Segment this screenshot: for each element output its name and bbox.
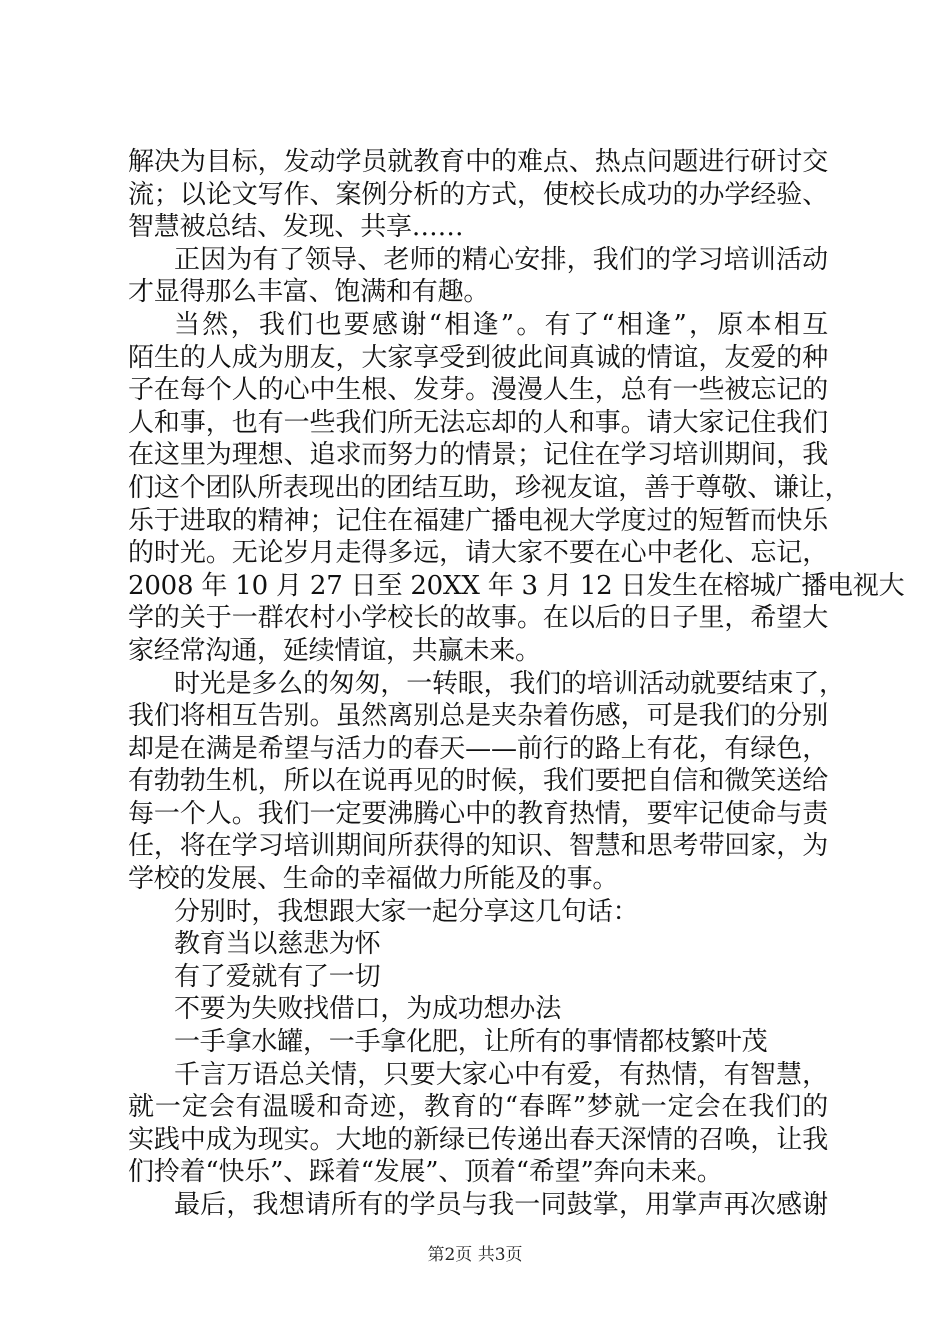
text-line: 智慧被总结、发现、共享……: [128, 212, 464, 243]
document-body: [128, 146, 905, 1222]
text-line: 千言万语总关情，只要大家心中有爱，有热情，有智慧，: [174, 1059, 828, 1090]
text-line: 实践中成为现实。大地的新绿已传递出春天深情的召唤，让我: [128, 1124, 828, 1155]
text-line: 最后，我想请所有的学员与我一同鼓掌，用掌声再次感谢: [174, 1190, 828, 1220]
text-line: 流；以论文写作、案例分析的方式，使校长成功的办学经验、: [128, 179, 828, 210]
text-line: 一手拿水罐，一手拿化肥，让所有的事情都枝繁叶茂: [174, 1027, 768, 1058]
text-line: 解决为目标，发动学员就教育中的难点、热点问题进行研讨交: [128, 147, 828, 177]
text-line: 就一定会有温暖和奇迹，教育的“春晖”梦就一定会在我们的: [128, 1092, 828, 1123]
text-line: 每一个人。我们一定要沸腾心中的教育热情，要牢记使命与责: [128, 798, 828, 829]
text-line: 学校的发展、生命的幸福做力所能及的事。: [128, 864, 619, 895]
text-line: 正因为有了领导、老师的精心安排，我们的学习培训活动: [174, 244, 828, 275]
page-footer: [0, 1240, 950, 1265]
text-line: 们拎着“快乐”、踩着“发展”、顶着“希望”奔向未来。: [128, 1157, 723, 1188]
text-line: 乐于进取的精神；记住在福建广播电视大学度过的短暂而快乐: [128, 505, 828, 536]
text-line: 分别时，我想跟大家一起分享这几句话：: [174, 896, 639, 927]
text-line: 的时光。无论岁月走得多远，请大家不要在心中老化、忘记，: [128, 538, 828, 569]
text-line: 教育当以慈悲为怀: [174, 929, 381, 960]
text-line: 却是在满是希望与活力的春天——前行的路上有花，有绿色，: [128, 733, 828, 764]
text-line: 不要为失败找借口，为成功想办法: [174, 994, 562, 1025]
text-line: 才显得那么丰富、饱满和有趣。: [128, 277, 490, 308]
text-line: 人和事，也有一些我们所无法忘却的人和事。请大家记住我们: [128, 407, 828, 438]
text-line: 任，将在学习培训期间所获得的知识、智慧和思考带回家，为: [128, 831, 828, 862]
page-number-label: 第2页 共3页: [427, 1245, 523, 1265]
text-line: 有了爱就有了一切: [174, 961, 381, 992]
text-line: 陌生的人成为朋友，大家享受到彼此间真诚的情谊，友爱的种: [128, 342, 828, 373]
text-line: 们这个团队所表现出的团结互助，珍视友谊，善于尊敬、谦让，: [128, 472, 851, 503]
text-line: 家经常沟通，延续情谊，共赢未来。: [128, 635, 541, 666]
text-line: 我们将相互告别。虽然离别总是夹杂着伤感，可是我们的分别: [128, 701, 828, 732]
text-line: 有勃勃生机，所以在说再见的时候，我们要把自信和微笑送给: [128, 766, 828, 797]
text-line: 时光是多么的匆匆，一转眼，我们的培训活动就要结束了，: [174, 668, 845, 699]
text-line: 在这里为理想、追求而努力的情景；记住在学习培训期间，我: [128, 440, 828, 471]
text-line: 2008 年 10 月 27 日至 20XX 年 3 月 12 日发生在榕城广播电视大: [128, 570, 905, 601]
text-line: 子在每个人的心中生根、发芽。漫漫人生，总有一些被忘记的: [128, 375, 828, 406]
text-line: 学的关于一群农村小学校长的故事。在以后的日子里，希望大: [128, 603, 828, 634]
text-line: 当然，我们也要感谢“相逢”。有了“相逢”，原本相互: [174, 309, 828, 340]
